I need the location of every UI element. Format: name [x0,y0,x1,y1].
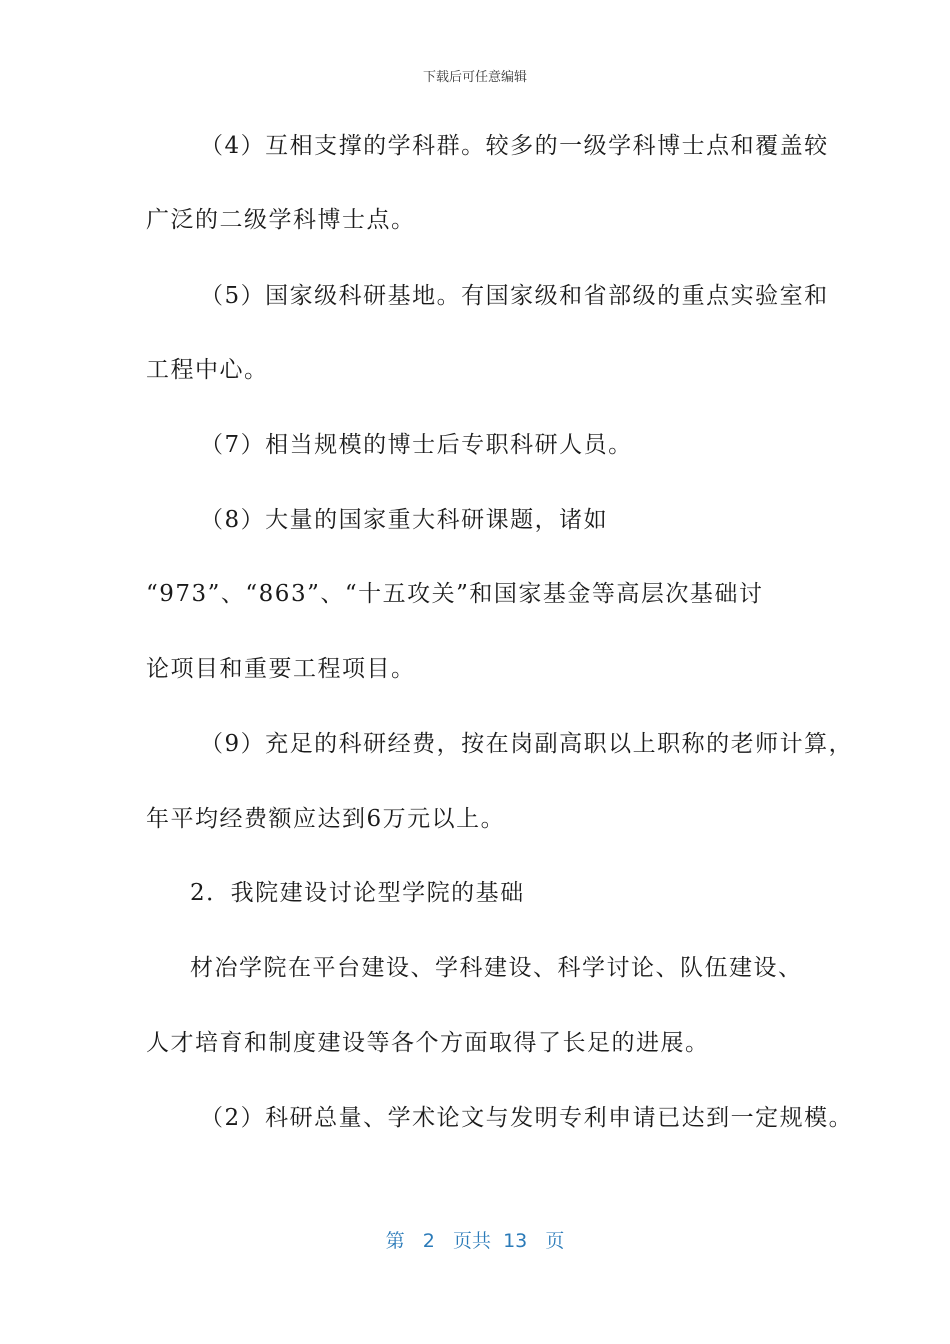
footer-suffix: 页 [545,1230,565,1252]
paragraph-line: （7）相当规模的博士后专职科研人员。 [200,432,633,458]
paragraph-line: 人才培育和制度建设等各个方面取得了长足的进展。 [146,1030,710,1056]
paragraph-line: （9）充足的科研经费，按在岗副高职以上职称的老师计算， [200,731,854,757]
paragraph-line: “973”、“863”、“十五攻关”和国家基金等高层次基础讨 [146,581,764,607]
paragraph-line: （2）科研总量、学术论文与发明专利申请已达到一定规模。 [200,1105,854,1131]
paragraph-line: 材冶学院在平台建设、学科建设、科学讨论、队伍建设、 [190,955,803,981]
footer-prefix: 第 [385,1230,405,1252]
paragraph-line: （5）国家级科研基地。有国家级和省部级的重点实验室和 [200,283,829,309]
paragraph-line: 工程中心。 [146,357,269,383]
paragraph-line: 广泛的二级学科博士点。 [146,207,416,233]
paragraph-line: 年平均经费额应达到6万元以上。 [146,806,506,832]
footer-middle: 页共 [452,1230,491,1252]
section-heading: 2．我院建设讨论型学院的基础 [190,880,525,906]
footer-total-pages: 13 [503,1230,528,1252]
page-footer [0,1226,950,1253]
footer-current-page: 2 [422,1230,435,1252]
paragraph-line: （4）互相支撑的学科群。较多的一级学科博士点和覆盖较 [200,133,829,159]
paragraph-line: 论项目和重要工程项目。 [146,656,416,682]
page-header: 下载后可任意编辑 [422,70,527,85]
paragraph-line: （8）大量的国家重大科研课题，诸如 [200,507,609,533]
